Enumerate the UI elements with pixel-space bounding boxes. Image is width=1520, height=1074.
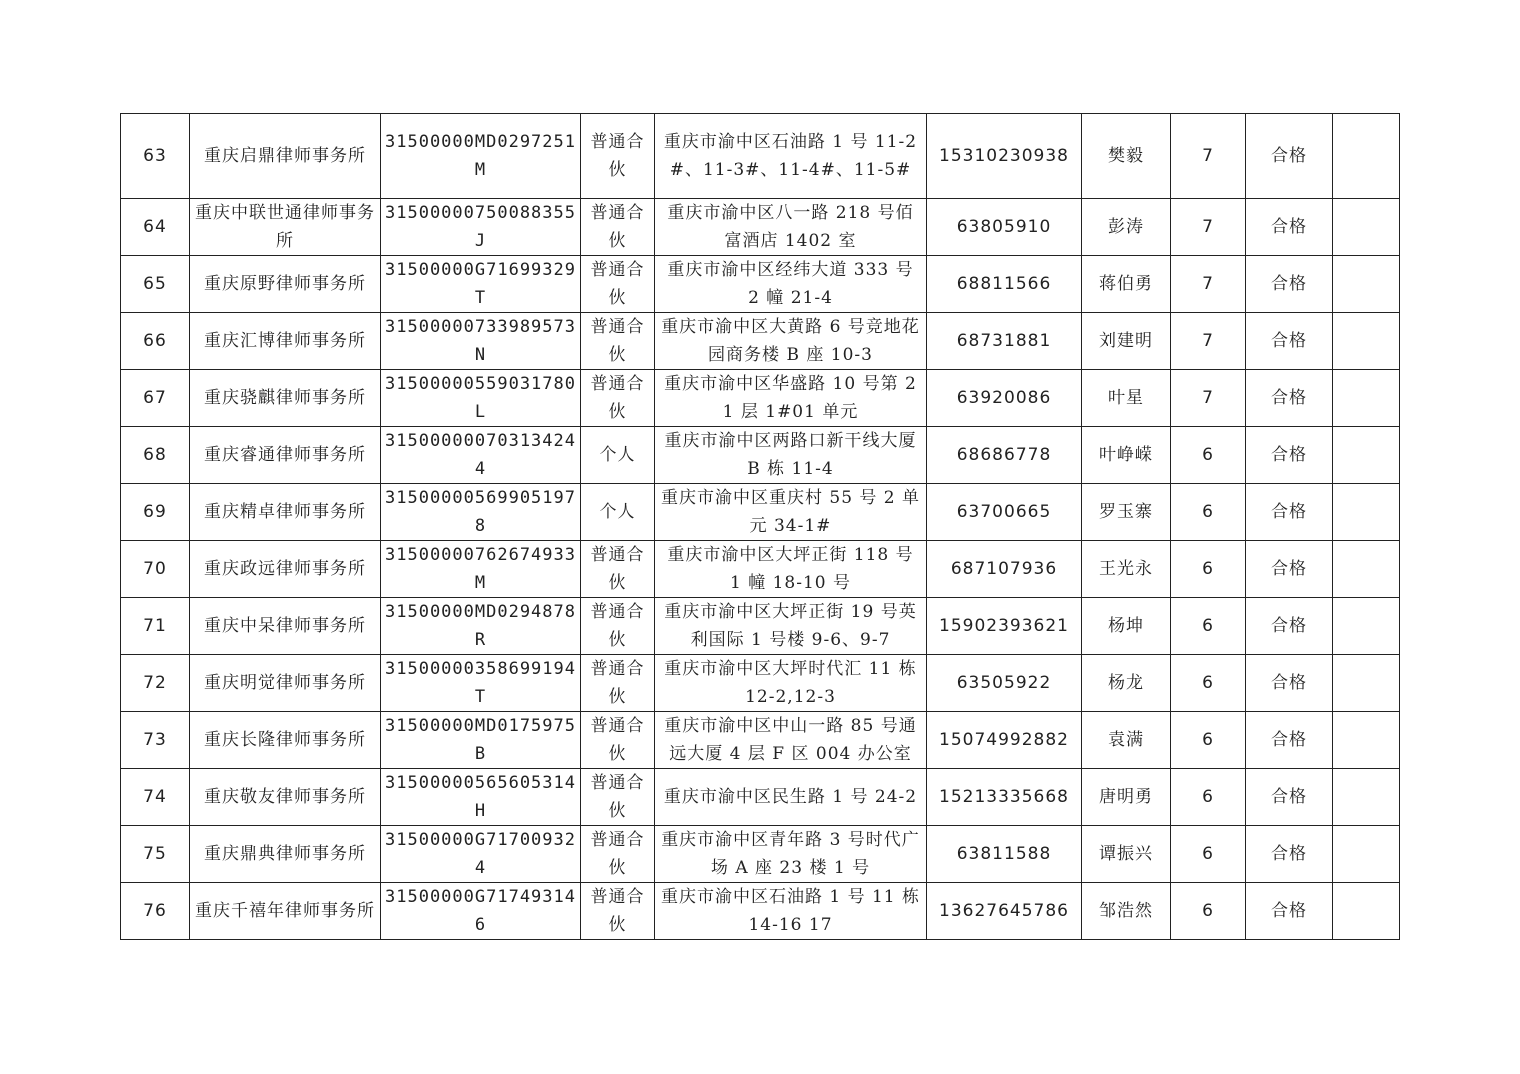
cell-organization-type: 普通合伙 xyxy=(581,541,655,598)
cell-remarks xyxy=(1333,712,1400,769)
cell-lawyer-count: 6 xyxy=(1171,883,1246,940)
cell-phone: 63811588 xyxy=(927,826,1082,883)
cell-license-code: 31500000G717009324 xyxy=(381,826,581,883)
cell-number: 68 xyxy=(121,427,190,484)
cell-remarks xyxy=(1333,484,1400,541)
cell-organization-type: 普通合伙 xyxy=(581,370,655,427)
cell-number: 64 xyxy=(121,199,190,256)
cell-assessment-result: 合格 xyxy=(1246,427,1333,484)
cell-responsible-person: 罗玉寨 xyxy=(1082,484,1171,541)
cell-responsible-person: 樊毅 xyxy=(1082,114,1171,199)
cell-firm-name: 重庆中呆律师事务所 xyxy=(190,598,381,655)
table-row xyxy=(121,484,1400,541)
cell-lawyer-count: 6 xyxy=(1171,655,1246,712)
cell-number: 76 xyxy=(121,883,190,940)
cell-remarks xyxy=(1333,769,1400,826)
table-row xyxy=(121,883,1400,940)
table-row xyxy=(121,114,1400,199)
cell-phone: 15902393621 xyxy=(927,598,1082,655)
table-row xyxy=(121,541,1400,598)
cell-responsible-person: 杨坤 xyxy=(1082,598,1171,655)
cell-responsible-person: 刘建明 xyxy=(1082,313,1171,370)
cell-phone: 13627645786 xyxy=(927,883,1082,940)
cell-address: 重庆市渝中区石油路 1 号 11-2#、11-3#、11-4#、11-5# xyxy=(655,114,927,199)
cell-lawyer-count: 7 xyxy=(1171,313,1246,370)
cell-assessment-result: 合格 xyxy=(1246,256,1333,313)
cell-license-code: 31500000G71699329T xyxy=(381,256,581,313)
cell-license-code: 31500000762674933M xyxy=(381,541,581,598)
table-row xyxy=(121,370,1400,427)
cell-phone: 63805910 xyxy=(927,199,1082,256)
table-row xyxy=(121,427,1400,484)
cell-license-code: 315000000703134244 xyxy=(381,427,581,484)
cell-lawyer-count: 6 xyxy=(1171,427,1246,484)
cell-remarks xyxy=(1333,598,1400,655)
cell-organization-type: 普通合伙 xyxy=(581,655,655,712)
cell-address: 重庆市渝中区石油路 1 号 11 栋 14-16 17 xyxy=(655,883,927,940)
cell-remarks xyxy=(1333,427,1400,484)
cell-license-code: 31500000MD0294878R xyxy=(381,598,581,655)
cell-responsible-person: 彭涛 xyxy=(1082,199,1171,256)
cell-assessment-result: 合格 xyxy=(1246,199,1333,256)
cell-license-code: 31500000559031780L xyxy=(381,370,581,427)
cell-organization-type: 普通合伙 xyxy=(581,313,655,370)
cell-lawyer-count: 7 xyxy=(1171,370,1246,427)
cell-number: 74 xyxy=(121,769,190,826)
cell-responsible-person: 蒋伯勇 xyxy=(1082,256,1171,313)
cell-firm-name: 重庆睿通律师事务所 xyxy=(190,427,381,484)
cell-assessment-result: 合格 xyxy=(1246,883,1333,940)
cell-address: 重庆市渝中区大坪正街 118 号 1 幢 18-10 号 xyxy=(655,541,927,598)
table-row xyxy=(121,826,1400,883)
cell-address: 重庆市渝中区青年路 3 号时代广场 A 座 23 楼 1 号 xyxy=(655,826,927,883)
cell-number: 71 xyxy=(121,598,190,655)
cell-assessment-result: 合格 xyxy=(1246,114,1333,199)
cell-responsible-person: 谭振兴 xyxy=(1082,826,1171,883)
table-row xyxy=(121,256,1400,313)
cell-number: 70 xyxy=(121,541,190,598)
cell-phone: 687107936 xyxy=(927,541,1082,598)
cell-lawyer-count: 6 xyxy=(1171,541,1246,598)
cell-phone: 15074992882 xyxy=(927,712,1082,769)
cell-address: 重庆市渝中区八一路 218 号佰富酒店 1402 室 xyxy=(655,199,927,256)
cell-assessment-result: 合格 xyxy=(1246,370,1333,427)
cell-firm-name: 重庆敬友律师事务所 xyxy=(190,769,381,826)
cell-firm-name: 重庆原野律师事务所 xyxy=(190,256,381,313)
cell-lawyer-count: 6 xyxy=(1171,598,1246,655)
table-row xyxy=(121,655,1400,712)
cell-phone: 63920086 xyxy=(927,370,1082,427)
cell-license-code: 31500000MD0297251M xyxy=(381,114,581,199)
cell-responsible-person: 王光永 xyxy=(1082,541,1171,598)
cell-responsible-person: 叶峥嵘 xyxy=(1082,427,1171,484)
cell-organization-type: 普通合伙 xyxy=(581,826,655,883)
cell-organization-type: 个人 xyxy=(581,427,655,484)
cell-lawyer-count: 6 xyxy=(1171,712,1246,769)
cell-responsible-person: 邹浩然 xyxy=(1082,883,1171,940)
cell-firm-name: 重庆长隆律师事务所 xyxy=(190,712,381,769)
cell-number: 65 xyxy=(121,256,190,313)
cell-number: 69 xyxy=(121,484,190,541)
cell-remarks xyxy=(1333,199,1400,256)
cell-remarks xyxy=(1333,541,1400,598)
cell-remarks xyxy=(1333,883,1400,940)
cell-organization-type: 普通合伙 xyxy=(581,199,655,256)
cell-assessment-result: 合格 xyxy=(1246,541,1333,598)
cell-phone: 63505922 xyxy=(927,655,1082,712)
cell-address: 重庆市渝中区经纬大道 333 号 2 幢 21-4 xyxy=(655,256,927,313)
cell-address: 重庆市渝中区重庆村 55 号 2 单元 34-1# xyxy=(655,484,927,541)
table-row xyxy=(121,199,1400,256)
cell-firm-name: 重庆精卓律师事务所 xyxy=(190,484,381,541)
cell-lawyer-count: 7 xyxy=(1171,256,1246,313)
cell-number: 72 xyxy=(121,655,190,712)
cell-license-code: 31500000733989573N xyxy=(381,313,581,370)
cell-address: 重庆市渝中区中山一路 85 号通远大厦 4 层 F 区 004 办公室 xyxy=(655,712,927,769)
cell-lawyer-count: 6 xyxy=(1171,769,1246,826)
cell-lawyer-count: 7 xyxy=(1171,199,1246,256)
cell-phone: 15310230938 xyxy=(927,114,1082,199)
table-row xyxy=(121,598,1400,655)
cell-organization-type: 个人 xyxy=(581,484,655,541)
cell-assessment-result: 合格 xyxy=(1246,598,1333,655)
cell-address: 重庆市渝中区大坪时代汇 11 栋 12-2,12-3 xyxy=(655,655,927,712)
cell-address: 重庆市渝中区大坪正街 19 号英利国际 1 号楼 9-6、9-7 xyxy=(655,598,927,655)
cell-remarks xyxy=(1333,256,1400,313)
cell-organization-type: 普通合伙 xyxy=(581,712,655,769)
cell-lawyer-count: 7 xyxy=(1171,114,1246,199)
cell-lawyer-count: 6 xyxy=(1171,484,1246,541)
cell-phone: 63700665 xyxy=(927,484,1082,541)
cell-assessment-result: 合格 xyxy=(1246,769,1333,826)
table-row xyxy=(121,313,1400,370)
cell-firm-name: 重庆骁麒律师事务所 xyxy=(190,370,381,427)
table-row xyxy=(121,712,1400,769)
cell-firm-name: 重庆明觉律师事务所 xyxy=(190,655,381,712)
cell-number: 66 xyxy=(121,313,190,370)
cell-license-code: 31500000MD0175975B xyxy=(381,712,581,769)
cell-firm-name: 重庆千禧年律师事务所 xyxy=(190,883,381,940)
cell-license-code: 31500000358699194T xyxy=(381,655,581,712)
cell-firm-name: 重庆汇博律师事务所 xyxy=(190,313,381,370)
cell-organization-type: 普通合伙 xyxy=(581,256,655,313)
cell-phone: 68811566 xyxy=(927,256,1082,313)
cell-phone: 68686778 xyxy=(927,427,1082,484)
cell-phone: 68731881 xyxy=(927,313,1082,370)
cell-assessment-result: 合格 xyxy=(1246,484,1333,541)
cell-number: 63 xyxy=(121,114,190,199)
cell-license-code: 315000005699051978 xyxy=(381,484,581,541)
cell-organization-type: 普通合伙 xyxy=(581,114,655,199)
cell-license-code: 31500000565605314H xyxy=(381,769,581,826)
cell-organization-type: 普通合伙 xyxy=(581,769,655,826)
cell-responsible-person: 叶星 xyxy=(1082,370,1171,427)
cell-firm-name: 重庆中联世通律师事务所 xyxy=(190,199,381,256)
cell-responsible-person: 唐明勇 xyxy=(1082,769,1171,826)
cell-lawyer-count: 6 xyxy=(1171,826,1246,883)
cell-responsible-person: 杨龙 xyxy=(1082,655,1171,712)
cell-number: 73 xyxy=(121,712,190,769)
cell-remarks xyxy=(1333,370,1400,427)
table-row xyxy=(121,769,1400,826)
cell-organization-type: 普通合伙 xyxy=(581,883,655,940)
cell-firm-name: 重庆政远律师事务所 xyxy=(190,541,381,598)
cell-number: 75 xyxy=(121,826,190,883)
cell-responsible-person: 袁满 xyxy=(1082,712,1171,769)
cell-remarks xyxy=(1333,114,1400,199)
cell-license-code: 31500000750088355J xyxy=(381,199,581,256)
law-firm-table xyxy=(120,113,1400,940)
cell-phone: 15213335668 xyxy=(927,769,1082,826)
cell-organization-type: 普通合伙 xyxy=(581,598,655,655)
cell-firm-name: 重庆鼎典律师事务所 xyxy=(190,826,381,883)
cell-license-code: 31500000G717493146 xyxy=(381,883,581,940)
cell-assessment-result: 合格 xyxy=(1246,826,1333,883)
table-body xyxy=(121,114,1400,940)
cell-firm-name: 重庆启鼎律师事务所 xyxy=(190,114,381,199)
cell-address: 重庆市渝中区两路口新干线大厦 B 栋 11-4 xyxy=(655,427,927,484)
cell-remarks xyxy=(1333,313,1400,370)
cell-assessment-result: 合格 xyxy=(1246,313,1333,370)
cell-address: 重庆市渝中区华盛路 10 号第 21 层 1#01 单元 xyxy=(655,370,927,427)
cell-address: 重庆市渝中区民生路 1 号 24-2 xyxy=(655,769,927,826)
cell-remarks xyxy=(1333,655,1400,712)
cell-number: 67 xyxy=(121,370,190,427)
cell-assessment-result: 合格 xyxy=(1246,712,1333,769)
cell-address: 重庆市渝中区大黄路 6 号竞地花园商务楼 B 座 10-3 xyxy=(655,313,927,370)
cell-assessment-result: 合格 xyxy=(1246,655,1333,712)
cell-remarks xyxy=(1333,826,1400,883)
